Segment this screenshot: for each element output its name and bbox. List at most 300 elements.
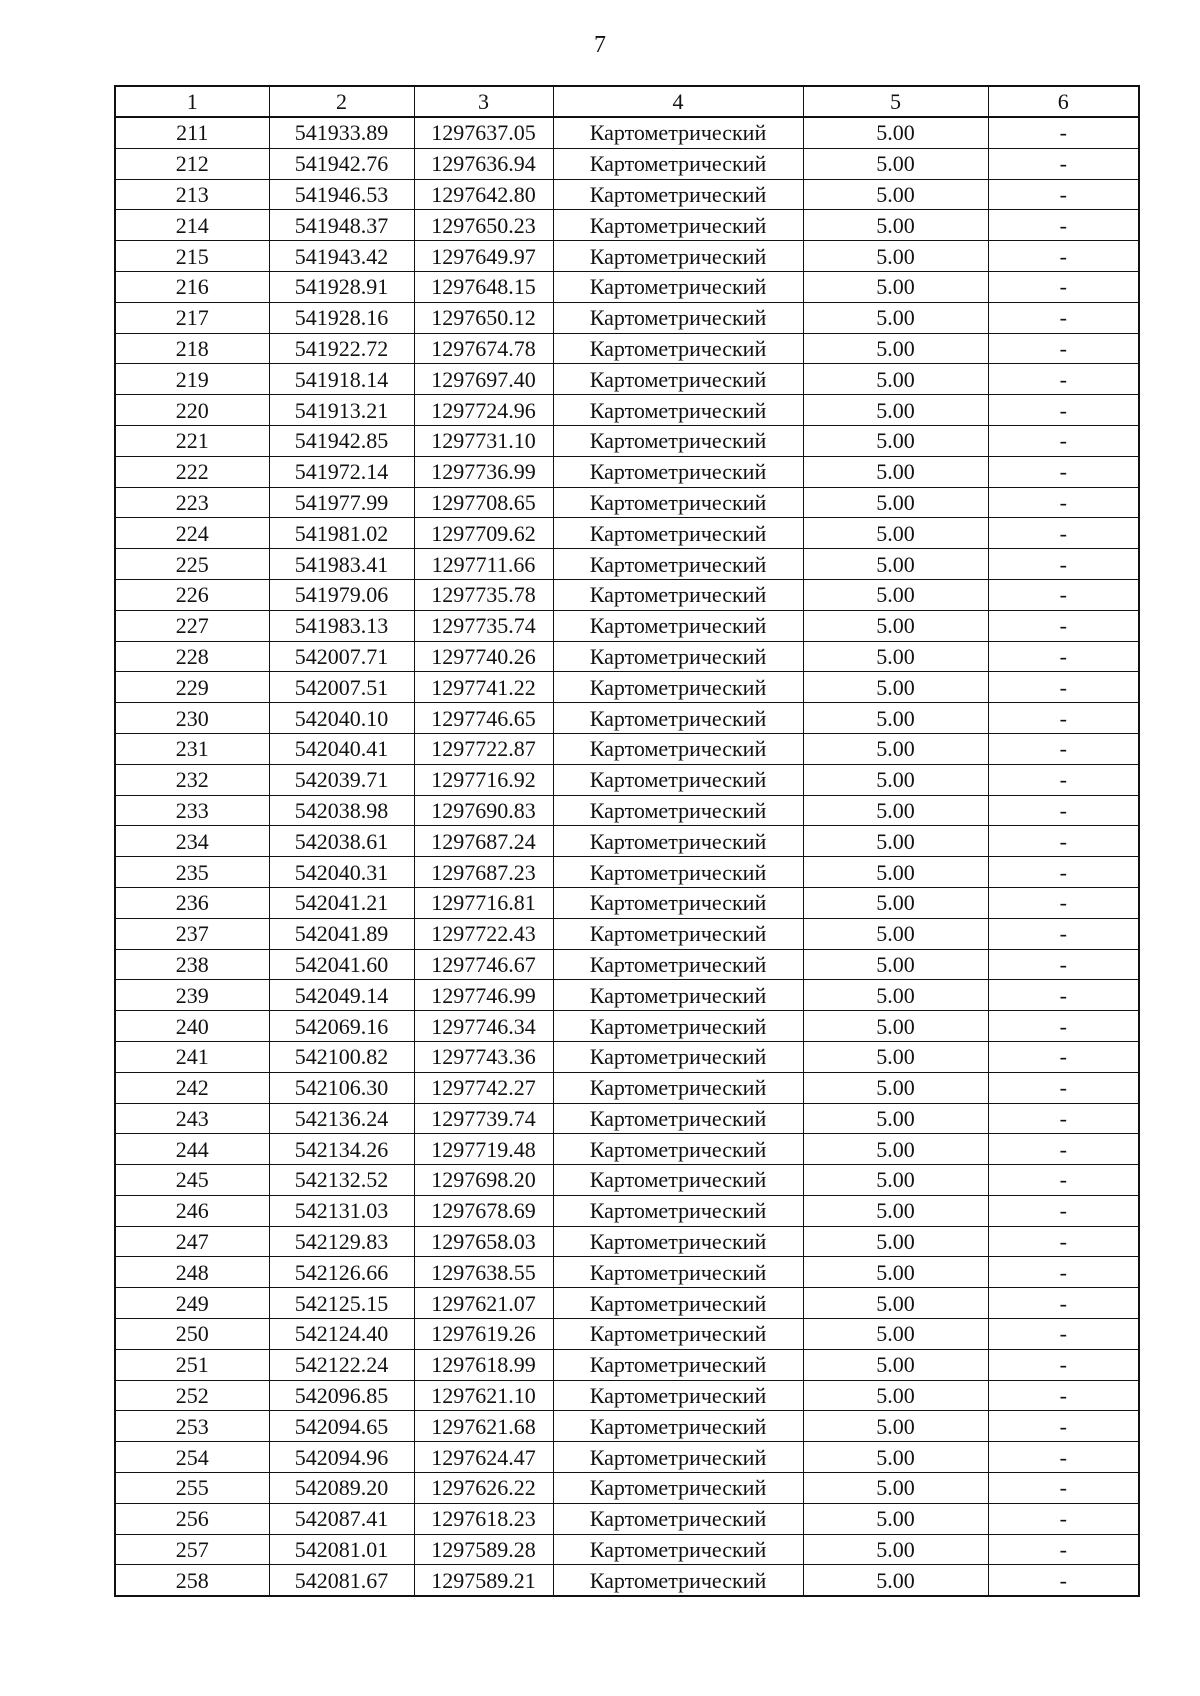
method-cell: Картометрический bbox=[553, 1195, 803, 1226]
x-coordinate-cell: 541942.85 bbox=[269, 425, 414, 456]
note-cell: - bbox=[988, 271, 1139, 302]
y-coordinate-cell: 1297716.81 bbox=[414, 887, 553, 918]
accuracy-cell: 5.00 bbox=[803, 1473, 988, 1504]
y-coordinate-cell: 1297709.62 bbox=[414, 518, 553, 549]
note-cell: - bbox=[988, 1257, 1139, 1288]
y-coordinate-cell: 1297619.26 bbox=[414, 1319, 553, 1350]
method-cell: Картометрический bbox=[553, 857, 803, 888]
table-row bbox=[115, 148, 1139, 179]
note-cell: - bbox=[988, 1503, 1139, 1534]
x-coordinate-cell: 541948.37 bbox=[269, 210, 414, 241]
x-coordinate-cell: 542131.03 bbox=[269, 1195, 414, 1226]
table-row bbox=[115, 1195, 1139, 1226]
point-number-cell: 254 bbox=[115, 1442, 269, 1473]
table-row bbox=[115, 641, 1139, 672]
x-coordinate-cell: 542122.24 bbox=[269, 1349, 414, 1380]
method-cell: Картометрический bbox=[553, 764, 803, 795]
x-coordinate-cell: 541983.41 bbox=[269, 549, 414, 580]
method-cell: Картометрический bbox=[553, 487, 803, 518]
y-coordinate-cell: 1297743.36 bbox=[414, 1041, 553, 1072]
note-cell: - bbox=[988, 364, 1139, 395]
x-coordinate-cell: 542007.51 bbox=[269, 672, 414, 703]
table-row bbox=[115, 518, 1139, 549]
y-coordinate-cell: 1297741.22 bbox=[414, 672, 553, 703]
x-coordinate-cell: 541943.42 bbox=[269, 241, 414, 272]
x-coordinate-cell: 541977.99 bbox=[269, 487, 414, 518]
note-cell: - bbox=[988, 1103, 1139, 1134]
table-row bbox=[115, 764, 1139, 795]
table-row bbox=[115, 1349, 1139, 1380]
method-cell: Картометрический bbox=[553, 672, 803, 703]
x-coordinate-cell: 542038.98 bbox=[269, 795, 414, 826]
accuracy-cell: 5.00 bbox=[803, 887, 988, 918]
note-cell: - bbox=[988, 456, 1139, 487]
table-row bbox=[115, 271, 1139, 302]
x-coordinate-cell: 542094.65 bbox=[269, 1411, 414, 1442]
note-cell: - bbox=[988, 179, 1139, 210]
accuracy-cell: 5.00 bbox=[803, 456, 988, 487]
table-row bbox=[115, 456, 1139, 487]
accuracy-cell: 5.00 bbox=[803, 1380, 988, 1411]
y-coordinate-cell: 1297742.27 bbox=[414, 1072, 553, 1103]
method-cell: Картометрический bbox=[553, 918, 803, 949]
y-coordinate-cell: 1297650.12 bbox=[414, 302, 553, 333]
table-row bbox=[115, 395, 1139, 426]
accuracy-cell: 5.00 bbox=[803, 518, 988, 549]
y-coordinate-cell: 1297746.65 bbox=[414, 703, 553, 734]
note-cell: - bbox=[988, 610, 1139, 641]
table-header-row bbox=[115, 86, 1139, 117]
method-cell: Картометрический bbox=[553, 641, 803, 672]
method-cell: Картометрический bbox=[553, 456, 803, 487]
point-number-cell: 220 bbox=[115, 395, 269, 426]
accuracy-cell: 5.00 bbox=[803, 395, 988, 426]
y-coordinate-cell: 1297746.34 bbox=[414, 1011, 553, 1042]
table-row bbox=[115, 826, 1139, 857]
x-coordinate-cell: 542134.26 bbox=[269, 1134, 414, 1165]
y-coordinate-cell: 1297719.48 bbox=[414, 1134, 553, 1165]
point-number-cell: 236 bbox=[115, 887, 269, 918]
point-number-cell: 222 bbox=[115, 456, 269, 487]
method-cell: Картометрический bbox=[553, 1380, 803, 1411]
note-cell: - bbox=[988, 302, 1139, 333]
method-cell: Картометрический bbox=[553, 1226, 803, 1257]
method-cell: Картометрический bbox=[553, 179, 803, 210]
y-coordinate-cell: 1297589.28 bbox=[414, 1534, 553, 1565]
point-number-cell: 237 bbox=[115, 918, 269, 949]
y-coordinate-cell: 1297678.69 bbox=[414, 1195, 553, 1226]
x-coordinate-cell: 542041.21 bbox=[269, 887, 414, 918]
column-header: 4 bbox=[553, 86, 803, 117]
x-coordinate-cell: 541946.53 bbox=[269, 179, 414, 210]
column-header: 3 bbox=[414, 86, 553, 117]
note-cell: - bbox=[988, 764, 1139, 795]
point-number-cell: 213 bbox=[115, 179, 269, 210]
accuracy-cell: 5.00 bbox=[803, 1103, 988, 1134]
table-body bbox=[115, 117, 1139, 1596]
y-coordinate-cell: 1297636.94 bbox=[414, 148, 553, 179]
point-number-cell: 248 bbox=[115, 1257, 269, 1288]
accuracy-cell: 5.00 bbox=[803, 1319, 988, 1350]
note-cell: - bbox=[988, 549, 1139, 580]
point-number-cell: 226 bbox=[115, 579, 269, 610]
y-coordinate-cell: 1297648.15 bbox=[414, 271, 553, 302]
method-cell: Картометрический bbox=[553, 1103, 803, 1134]
accuracy-cell: 5.00 bbox=[803, 1534, 988, 1565]
method-cell: Картометрический bbox=[553, 117, 803, 148]
table-row bbox=[115, 117, 1139, 148]
x-coordinate-cell: 541928.91 bbox=[269, 271, 414, 302]
note-cell: - bbox=[988, 857, 1139, 888]
y-coordinate-cell: 1297687.24 bbox=[414, 826, 553, 857]
method-cell: Картометрический bbox=[553, 302, 803, 333]
accuracy-cell: 5.00 bbox=[803, 1411, 988, 1442]
method-cell: Картометрический bbox=[553, 1565, 803, 1596]
point-number-cell: 232 bbox=[115, 764, 269, 795]
y-coordinate-cell: 1297735.74 bbox=[414, 610, 553, 641]
point-number-cell: 224 bbox=[115, 518, 269, 549]
table-row bbox=[115, 179, 1139, 210]
y-coordinate-cell: 1297618.99 bbox=[414, 1349, 553, 1380]
note-cell: - bbox=[988, 918, 1139, 949]
note-cell: - bbox=[988, 641, 1139, 672]
y-coordinate-cell: 1297746.67 bbox=[414, 949, 553, 980]
y-coordinate-cell: 1297740.26 bbox=[414, 641, 553, 672]
accuracy-cell: 5.00 bbox=[803, 1257, 988, 1288]
method-cell: Картометрический bbox=[553, 1011, 803, 1042]
accuracy-cell: 5.00 bbox=[803, 949, 988, 980]
method-cell: Картометрический bbox=[553, 1072, 803, 1103]
x-coordinate-cell: 541933.89 bbox=[269, 117, 414, 148]
y-coordinate-cell: 1297687.23 bbox=[414, 857, 553, 888]
method-cell: Картометрический bbox=[553, 579, 803, 610]
x-coordinate-cell: 541913.21 bbox=[269, 395, 414, 426]
table-row bbox=[115, 210, 1139, 241]
method-cell: Картометрический bbox=[553, 1411, 803, 1442]
method-cell: Картометрический bbox=[553, 1134, 803, 1165]
point-number-cell: 241 bbox=[115, 1041, 269, 1072]
point-number-cell: 247 bbox=[115, 1226, 269, 1257]
method-cell: Картометрический bbox=[553, 1349, 803, 1380]
accuracy-cell: 5.00 bbox=[803, 641, 988, 672]
point-number-cell: 238 bbox=[115, 949, 269, 980]
point-number-cell: 216 bbox=[115, 271, 269, 302]
y-coordinate-cell: 1297649.97 bbox=[414, 241, 553, 272]
note-cell: - bbox=[988, 1011, 1139, 1042]
point-number-cell: 235 bbox=[115, 857, 269, 888]
accuracy-cell: 5.00 bbox=[803, 918, 988, 949]
note-cell: - bbox=[988, 1226, 1139, 1257]
point-number-cell: 251 bbox=[115, 1349, 269, 1380]
point-number-cell: 225 bbox=[115, 549, 269, 580]
y-coordinate-cell: 1297690.83 bbox=[414, 795, 553, 826]
accuracy-cell: 5.00 bbox=[803, 857, 988, 888]
y-coordinate-cell: 1297722.43 bbox=[414, 918, 553, 949]
point-number-cell: 239 bbox=[115, 980, 269, 1011]
y-coordinate-cell: 1297674.78 bbox=[414, 333, 553, 364]
x-coordinate-cell: 542106.30 bbox=[269, 1072, 414, 1103]
accuracy-cell: 5.00 bbox=[803, 1195, 988, 1226]
y-coordinate-cell: 1297638.55 bbox=[414, 1257, 553, 1288]
y-coordinate-cell: 1297735.78 bbox=[414, 579, 553, 610]
table-row bbox=[115, 1226, 1139, 1257]
point-number-cell: 231 bbox=[115, 733, 269, 764]
note-cell: - bbox=[988, 1134, 1139, 1165]
x-coordinate-cell: 542040.31 bbox=[269, 857, 414, 888]
method-cell: Картометрический bbox=[553, 949, 803, 980]
note-cell: - bbox=[988, 117, 1139, 148]
point-number-cell: 211 bbox=[115, 117, 269, 148]
table-row bbox=[115, 487, 1139, 518]
point-number-cell: 242 bbox=[115, 1072, 269, 1103]
note-cell: - bbox=[988, 1534, 1139, 1565]
x-coordinate-cell: 542039.71 bbox=[269, 764, 414, 795]
table-row bbox=[115, 1103, 1139, 1134]
accuracy-cell: 5.00 bbox=[803, 1165, 988, 1196]
y-coordinate-cell: 1297621.68 bbox=[414, 1411, 553, 1442]
method-cell: Картометрический bbox=[553, 1442, 803, 1473]
method-cell: Картометрический bbox=[553, 980, 803, 1011]
point-number-cell: 240 bbox=[115, 1011, 269, 1042]
y-coordinate-cell: 1297708.65 bbox=[414, 487, 553, 518]
accuracy-cell: 5.00 bbox=[803, 1134, 988, 1165]
table-row bbox=[115, 333, 1139, 364]
method-cell: Картометрический bbox=[553, 1165, 803, 1196]
y-coordinate-cell: 1297650.23 bbox=[414, 210, 553, 241]
x-coordinate-cell: 542132.52 bbox=[269, 1165, 414, 1196]
y-coordinate-cell: 1297589.21 bbox=[414, 1565, 553, 1596]
accuracy-cell: 5.00 bbox=[803, 1226, 988, 1257]
point-number-cell: 219 bbox=[115, 364, 269, 395]
y-coordinate-cell: 1297716.92 bbox=[414, 764, 553, 795]
method-cell: Картометрический bbox=[553, 518, 803, 549]
x-coordinate-cell: 542089.20 bbox=[269, 1473, 414, 1504]
table-row bbox=[115, 1503, 1139, 1534]
x-coordinate-cell: 542041.60 bbox=[269, 949, 414, 980]
method-cell: Картометрический bbox=[553, 271, 803, 302]
table-row bbox=[115, 1411, 1139, 1442]
accuracy-cell: 5.00 bbox=[803, 117, 988, 148]
method-cell: Картометрический bbox=[553, 333, 803, 364]
y-coordinate-cell: 1297621.07 bbox=[414, 1288, 553, 1319]
table-row bbox=[115, 579, 1139, 610]
point-number-cell: 244 bbox=[115, 1134, 269, 1165]
x-coordinate-cell: 542129.83 bbox=[269, 1226, 414, 1257]
note-cell: - bbox=[988, 703, 1139, 734]
x-coordinate-cell: 542081.01 bbox=[269, 1534, 414, 1565]
y-coordinate-cell: 1297724.96 bbox=[414, 395, 553, 426]
x-coordinate-cell: 542126.66 bbox=[269, 1257, 414, 1288]
point-number-cell: 212 bbox=[115, 148, 269, 179]
table-row bbox=[115, 1288, 1139, 1319]
point-number-cell: 227 bbox=[115, 610, 269, 641]
table-row bbox=[115, 1473, 1139, 1504]
x-coordinate-cell: 542124.40 bbox=[269, 1319, 414, 1350]
note-cell: - bbox=[988, 241, 1139, 272]
x-coordinate-cell: 542100.82 bbox=[269, 1041, 414, 1072]
note-cell: - bbox=[988, 1072, 1139, 1103]
accuracy-cell: 5.00 bbox=[803, 1349, 988, 1380]
y-coordinate-cell: 1297621.10 bbox=[414, 1380, 553, 1411]
x-coordinate-cell: 541979.06 bbox=[269, 579, 414, 610]
note-cell: - bbox=[988, 795, 1139, 826]
table-row bbox=[115, 1011, 1139, 1042]
accuracy-cell: 5.00 bbox=[803, 549, 988, 580]
method-cell: Картометрический bbox=[553, 425, 803, 456]
x-coordinate-cell: 541918.14 bbox=[269, 364, 414, 395]
accuracy-cell: 5.00 bbox=[803, 179, 988, 210]
note-cell: - bbox=[988, 425, 1139, 456]
note-cell: - bbox=[988, 1288, 1139, 1319]
accuracy-cell: 5.00 bbox=[803, 241, 988, 272]
y-coordinate-cell: 1297618.23 bbox=[414, 1503, 553, 1534]
point-number-cell: 243 bbox=[115, 1103, 269, 1134]
method-cell: Картометрический bbox=[553, 210, 803, 241]
table-row bbox=[115, 980, 1139, 1011]
note-cell: - bbox=[988, 1165, 1139, 1196]
accuracy-cell: 5.00 bbox=[803, 1503, 988, 1534]
x-coordinate-cell: 541981.02 bbox=[269, 518, 414, 549]
table-row bbox=[115, 610, 1139, 641]
x-coordinate-cell: 541972.14 bbox=[269, 456, 414, 487]
table-row bbox=[115, 795, 1139, 826]
table-row bbox=[115, 1319, 1139, 1350]
point-number-cell: 245 bbox=[115, 1165, 269, 1196]
point-number-cell: 246 bbox=[115, 1195, 269, 1226]
method-cell: Картометрический bbox=[553, 733, 803, 764]
point-number-cell: 215 bbox=[115, 241, 269, 272]
table-row bbox=[115, 425, 1139, 456]
x-coordinate-cell: 541928.16 bbox=[269, 302, 414, 333]
method-cell: Картометрический bbox=[553, 1319, 803, 1350]
y-coordinate-cell: 1297697.40 bbox=[414, 364, 553, 395]
note-cell: - bbox=[988, 333, 1139, 364]
table-row bbox=[115, 1380, 1139, 1411]
accuracy-cell: 5.00 bbox=[803, 1442, 988, 1473]
accuracy-cell: 5.00 bbox=[803, 764, 988, 795]
note-cell: - bbox=[988, 518, 1139, 549]
point-number-cell: 255 bbox=[115, 1473, 269, 1504]
y-coordinate-cell: 1297731.10 bbox=[414, 425, 553, 456]
table-row bbox=[115, 1072, 1139, 1103]
page-number: 7 bbox=[594, 32, 606, 58]
note-cell: - bbox=[988, 1195, 1139, 1226]
point-number-cell: 223 bbox=[115, 487, 269, 518]
method-cell: Картометрический bbox=[553, 795, 803, 826]
accuracy-cell: 5.00 bbox=[803, 487, 988, 518]
accuracy-cell: 5.00 bbox=[803, 333, 988, 364]
accuracy-cell: 5.00 bbox=[803, 980, 988, 1011]
x-coordinate-cell: 541983.13 bbox=[269, 610, 414, 641]
column-header: 6 bbox=[988, 86, 1139, 117]
note-cell: - bbox=[988, 672, 1139, 703]
note-cell: - bbox=[988, 210, 1139, 241]
point-number-cell: 257 bbox=[115, 1534, 269, 1565]
accuracy-cell: 5.00 bbox=[803, 733, 988, 764]
point-number-cell: 221 bbox=[115, 425, 269, 456]
note-cell: - bbox=[988, 1041, 1139, 1072]
y-coordinate-cell: 1297642.80 bbox=[414, 179, 553, 210]
accuracy-cell: 5.00 bbox=[803, 1565, 988, 1596]
x-coordinate-cell: 542081.67 bbox=[269, 1565, 414, 1596]
table-row bbox=[115, 1534, 1139, 1565]
method-cell: Картометрический bbox=[553, 887, 803, 918]
table-row bbox=[115, 887, 1139, 918]
point-number-cell: 218 bbox=[115, 333, 269, 364]
table-row bbox=[115, 1041, 1139, 1072]
column-header: 5 bbox=[803, 86, 988, 117]
point-number-cell: 233 bbox=[115, 795, 269, 826]
accuracy-cell: 5.00 bbox=[803, 1011, 988, 1042]
accuracy-cell: 5.00 bbox=[803, 210, 988, 241]
note-cell: - bbox=[988, 395, 1139, 426]
coordinates-table bbox=[114, 85, 1140, 1597]
table-row bbox=[115, 241, 1139, 272]
method-cell: Картометрический bbox=[553, 703, 803, 734]
method-cell: Картометрический bbox=[553, 1503, 803, 1534]
method-cell: Картометрический bbox=[553, 395, 803, 426]
point-number-cell: 253 bbox=[115, 1411, 269, 1442]
table-row bbox=[115, 703, 1139, 734]
method-cell: Картометрический bbox=[553, 241, 803, 272]
point-number-cell: 256 bbox=[115, 1503, 269, 1534]
x-coordinate-cell: 541922.72 bbox=[269, 333, 414, 364]
point-number-cell: 228 bbox=[115, 641, 269, 672]
accuracy-cell: 5.00 bbox=[803, 425, 988, 456]
table-row bbox=[115, 949, 1139, 980]
table-row bbox=[115, 918, 1139, 949]
accuracy-cell: 5.00 bbox=[803, 1041, 988, 1072]
accuracy-cell: 5.00 bbox=[803, 579, 988, 610]
note-cell: - bbox=[988, 579, 1139, 610]
x-coordinate-cell: 542007.71 bbox=[269, 641, 414, 672]
point-number-cell: 252 bbox=[115, 1380, 269, 1411]
y-coordinate-cell: 1297722.87 bbox=[414, 733, 553, 764]
note-cell: - bbox=[988, 887, 1139, 918]
x-coordinate-cell: 542069.16 bbox=[269, 1011, 414, 1042]
note-cell: - bbox=[988, 1473, 1139, 1504]
accuracy-cell: 5.00 bbox=[803, 364, 988, 395]
note-cell: - bbox=[988, 1319, 1139, 1350]
accuracy-cell: 5.00 bbox=[803, 795, 988, 826]
table-row bbox=[115, 857, 1139, 888]
column-header: 1 bbox=[115, 86, 269, 117]
point-number-cell: 230 bbox=[115, 703, 269, 734]
x-coordinate-cell: 542087.41 bbox=[269, 1503, 414, 1534]
method-cell: Картометрический bbox=[553, 610, 803, 641]
note-cell: - bbox=[988, 1380, 1139, 1411]
x-coordinate-cell: 542049.14 bbox=[269, 980, 414, 1011]
point-number-cell: 258 bbox=[115, 1565, 269, 1596]
table-row bbox=[115, 364, 1139, 395]
method-cell: Картометрический bbox=[553, 1534, 803, 1565]
note-cell: - bbox=[988, 826, 1139, 857]
point-number-cell: 217 bbox=[115, 302, 269, 333]
method-cell: Картометрический bbox=[553, 1041, 803, 1072]
point-number-cell: 249 bbox=[115, 1288, 269, 1319]
x-coordinate-cell: 542136.24 bbox=[269, 1103, 414, 1134]
accuracy-cell: 5.00 bbox=[803, 672, 988, 703]
table-row bbox=[115, 1442, 1139, 1473]
table-row bbox=[115, 302, 1139, 333]
y-coordinate-cell: 1297658.03 bbox=[414, 1226, 553, 1257]
table-row bbox=[115, 733, 1139, 764]
x-coordinate-cell: 542040.41 bbox=[269, 733, 414, 764]
note-cell: - bbox=[988, 148, 1139, 179]
note-cell: - bbox=[988, 733, 1139, 764]
table-row bbox=[115, 1165, 1139, 1196]
x-coordinate-cell: 541942.76 bbox=[269, 148, 414, 179]
